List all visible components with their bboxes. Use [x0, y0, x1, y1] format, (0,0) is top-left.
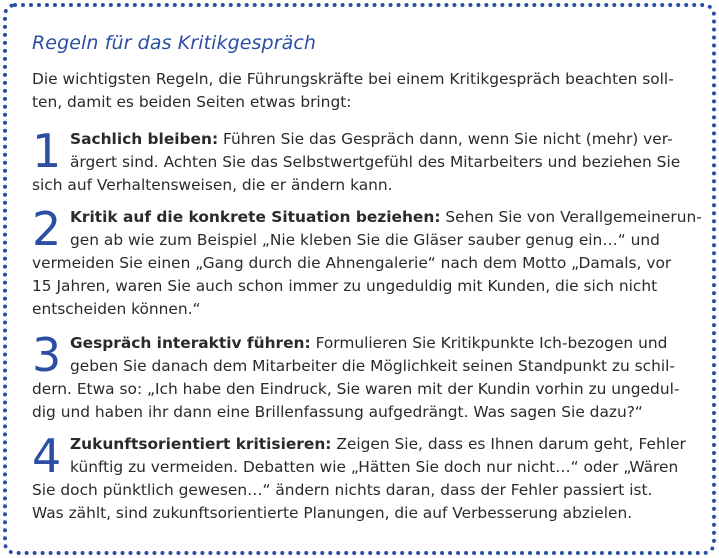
rule-line: dig und haben ihr dann eine Brillenfassung aufgedrängt. Was sagen Sie dazu?“ — [32, 403, 643, 421]
rule-1 — [32, 124, 692, 197]
intro-line: ten, damit es beiden Seiten etwas bringt: — [32, 93, 352, 111]
rule-first-line — [32, 433, 692, 456]
intro-text — [32, 68, 692, 114]
rule-line: Sehen Sie von Verallgemeinerun- — [440, 208, 702, 226]
rule-heading: Kritik auf die konkrete Situation beziehen: — [70, 208, 441, 226]
rule-line: sich auf Verhaltensweisen, die er ändern kann. — [32, 176, 393, 194]
rule-first-line — [32, 332, 692, 355]
rule-line: entscheiden können.“ — [32, 300, 201, 318]
box-title: Regeln für das Kritikgespräch — [32, 32, 317, 54]
intro-line: Die wichtigsten Regeln, die Führungskräfte bei einem Kritikgespräch beachten soll- — [32, 70, 674, 88]
rule-number: 1 — [32, 124, 62, 178]
rule-line: künftig zu vermeiden. Debatten wie „Hätten Sie doch nur nicht…“ oder „Wären — [70, 458, 679, 476]
rule-heading: Gespräch interaktiv führen: — [70, 334, 311, 352]
rule-text — [32, 202, 702, 321]
rule-heading: Zukunftsorientiert kritisieren: — [70, 435, 332, 453]
rule-line: gen ab wie zum Beispiel „Nie kleben Sie die Gläser sauber genug ein…“ und — [70, 231, 660, 249]
rule-number: 3 — [32, 328, 62, 382]
rule-3 — [32, 328, 692, 424]
rule-line: Zeigen Sie, dass es Ihnen darum geht, Fehler — [331, 435, 686, 453]
rule-heading: Sachlich bleiben: — [70, 130, 219, 148]
rule-text — [32, 429, 692, 525]
rule-2 — [32, 202, 702, 321]
rule-line: geben Sie danach dem Mitarbeiter die Möglichkeit seinen Standpunkt zu schil- — [70, 357, 675, 375]
rule-line: ärgert sind. Achten Sie das Selbstwertgefühl des Mitarbeiters und beziehen Sie — [70, 153, 681, 171]
rule-line: Was zählt, sind zukunftsorientierte Planungen, die auf Verbesserung abzielen. — [32, 504, 633, 522]
rule-text — [32, 328, 692, 424]
rule-first-line — [32, 128, 692, 151]
rule-line: dern. Etwa so: „Ich habe den Eindruck, Sie waren mit der Kundin vorhin zu ungedul- — [32, 380, 680, 398]
rule-number: 4 — [32, 429, 62, 483]
rule-number: 2 — [32, 202, 62, 256]
rule-first-line — [32, 206, 702, 229]
rule-line: Führen Sie das Gespräch dann, wenn Sie nicht (mehr) ver- — [218, 130, 673, 148]
rule-text — [32, 124, 692, 197]
rule-line: Formulieren Sie Kritikpunkte Ich-bezogen und — [310, 334, 668, 352]
rule-4 — [32, 429, 692, 525]
rule-line: Sie doch pünktlich gewesen…“ ändern nichts daran, dass der Fehler passiert ist. — [32, 481, 653, 499]
rule-line: vermeiden Sie einen „Gang durch die Ahnengalerie“ nach dem Motto „Damals, vor — [32, 254, 672, 272]
rule-line: 15 Jahren, waren Sie auch schon immer zu ungeduldig mit Kunden, die sich nicht — [32, 277, 658, 295]
